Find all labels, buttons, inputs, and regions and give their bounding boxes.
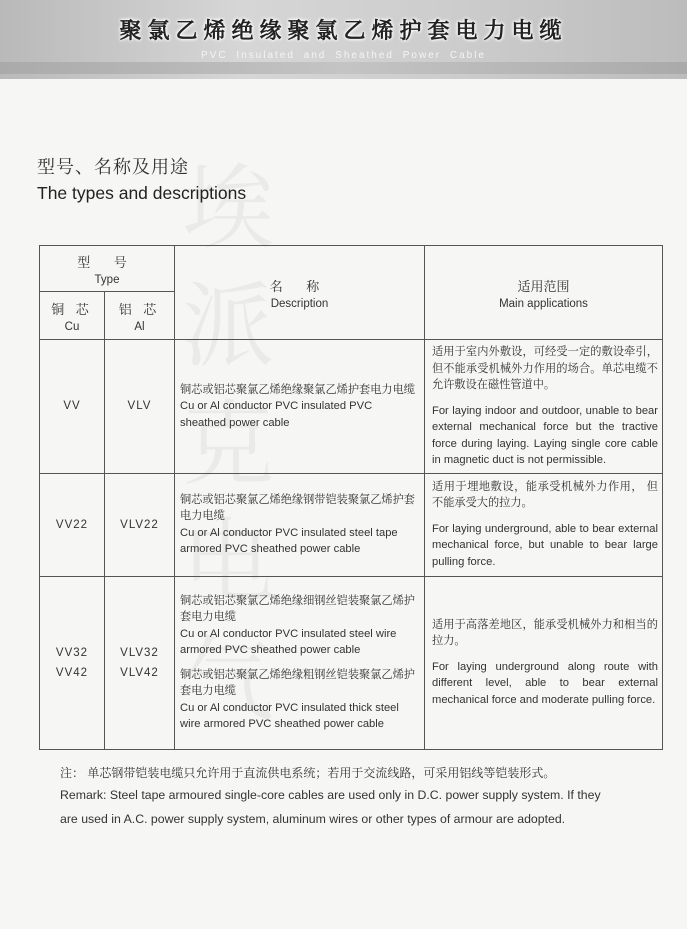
header-type-en: Type — [94, 273, 120, 286]
header-cu-en: Cu — [64, 320, 80, 333]
header-applications-cn: 适用范围 — [517, 278, 570, 294]
row-description-en-2: Cu or Al conductor PVC insulated thick steel wire armored PVC sheathed power cable — [180, 701, 399, 730]
note-cn: 注： 单芯钢带铠装电缆只允许用于直流供电系统；若用于交流线路，可采用铝线等铠装形式。 — [60, 766, 556, 780]
header-description-en: Description — [270, 297, 329, 310]
header-applications-cell — [425, 246, 663, 340]
row-description-cn-2: 铜芯或铝芯聚氯乙烯绝缘粗钢丝铠装聚氯乙烯护套电力电缆 — [180, 668, 415, 697]
header-type-cell — [40, 246, 175, 292]
table-header-row — [40, 246, 663, 292]
row-applications-cn: 适用于室内外敷设，可经受一定的敷设牵引，但不能承受机械外力作用的场合。单芯电缆不允许敷设在磁性管道中。 — [432, 346, 658, 391]
row-applications-en: For laying underground along route with different level, able to bear external mechanical force and moderate pulling force. — [432, 660, 658, 706]
banner-title-en: PVC Insulated and Sheathed Power Cable — [200, 50, 486, 61]
row-applications-en: For laying underground, able to bear external mechanical force, but unable to bear large pulling force. — [432, 522, 658, 568]
row-description — [175, 340, 425, 474]
banner-stripe — [0, 62, 687, 74]
row-applications — [425, 340, 663, 474]
header-al-cell — [105, 292, 175, 340]
header-description-cn: 名 称 — [269, 278, 330, 294]
row-cu-model: VV — [40, 340, 105, 474]
row-cu-model: VV22 — [40, 473, 105, 576]
header-al-cn: 铝 芯 — [118, 301, 161, 317]
header-al-en: Al — [134, 320, 145, 333]
row-description-en: Cu or Al conductor PVC insulated PVC sheathed power cable — [180, 400, 373, 429]
table-row — [40, 576, 663, 749]
row-description-en: Cu or Al conductor PVC insulated steel wire armored PVC sheathed power cable — [180, 627, 397, 656]
row-description — [175, 576, 425, 749]
cable-types-table — [39, 245, 663, 750]
row-al-model: VLV — [105, 340, 175, 474]
row-al-model-2: VLV42 — [120, 666, 159, 679]
row-description-cn: 铜芯或铝芯聚氯乙烯绝缘细钢丝铠装聚氯乙烯护套电力电缆 — [180, 594, 415, 623]
row-applications-cn: 适用于埋地敷设，能承受机械外力作用， 但不能承受大的拉力。 — [432, 480, 658, 510]
row-cu-model-2: VV42 — [55, 666, 89, 679]
header-cu-cell — [40, 292, 105, 340]
row-applications-en: For laying indoor and outdoor, unable to bear external mechanical force but the tractive force during laying. Laying single core cable in magnetic duct is not permissible. — [432, 404, 658, 466]
row-cu-models — [40, 576, 105, 749]
row-al-model: VLV22 — [105, 473, 175, 576]
table-row — [40, 473, 663, 576]
row-description-cn: 铜芯或铝芯聚氯乙烯绝缘聚氯乙烯护套电力电缆 — [180, 383, 415, 396]
row-description-en: Cu or Al conductor PVC insulated steel tape armored PVC sheathed power cable — [180, 526, 398, 555]
header-applications-en: Main applications — [499, 297, 588, 310]
table-row — [40, 340, 663, 474]
header-banner — [0, 0, 687, 79]
row-description-cn: 铜芯或铝芯聚氯乙烯绝缘钢带铠装聚氯乙烯护套电力电缆 — [180, 493, 415, 522]
section-title-cn: 型号、名称及用途 — [37, 157, 189, 177]
row-al-models — [105, 576, 175, 749]
section-title-en: The types and descriptions — [37, 183, 247, 203]
row-cu-model: VV32 — [55, 646, 89, 659]
row-applications-cn: 适用于高落差地区，能承受机械外力和相当的拉力。 — [432, 618, 658, 648]
header-cu-cn: 铜 芯 — [51, 301, 93, 317]
row-applications — [425, 576, 663, 749]
header-type-cn: 型 号 — [77, 254, 137, 270]
header-description-cell — [175, 246, 425, 340]
row-applications — [425, 473, 663, 576]
note-en-line1: Remark: Steel tape armoured single-core cables are used only in D.C. power supply system. If they — [60, 788, 601, 802]
note-en-line2: are used in A.C. power supply system, aluminum wires or other types of armour are adopted. — [60, 812, 566, 826]
banner-title-cn: 聚氯乙烯绝缘聚氯乙烯护套电力电缆 — [119, 18, 568, 44]
row-description — [175, 473, 425, 576]
row-al-model: VLV32 — [120, 646, 159, 659]
